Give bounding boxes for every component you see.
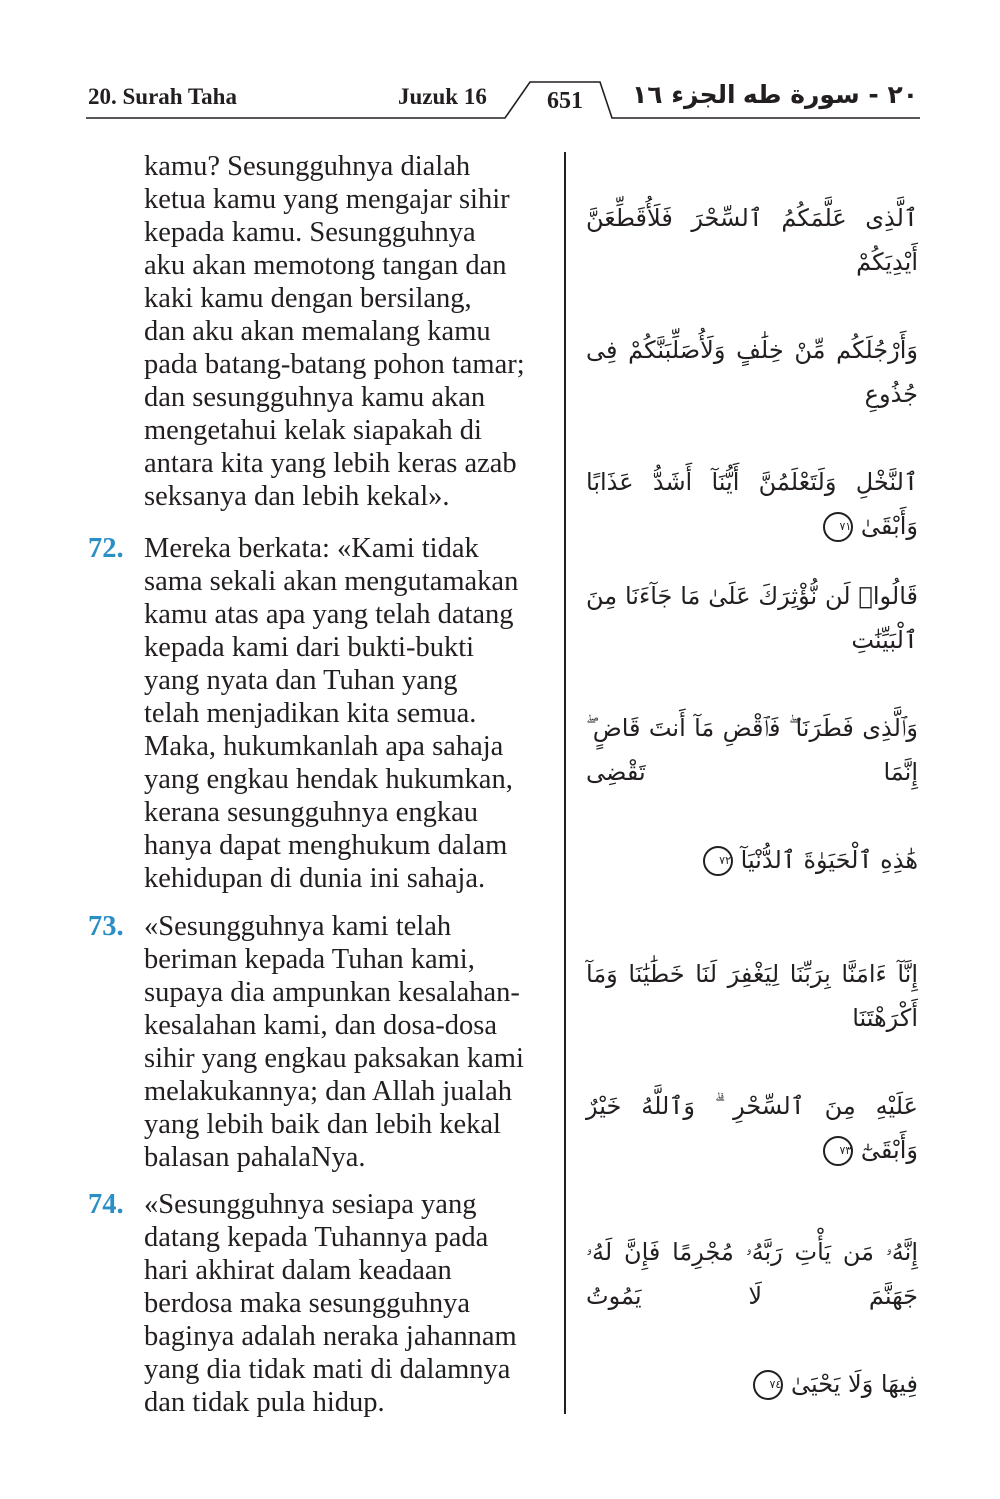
verse-arabic (586, 152, 918, 592)
arabic-line: إِنَّآ ءَامَنَّا بِرَبِّنَا لِيَغْفِرَ لَنَا خَطَٰيَٰنَا وَمَآ أَكْرَهْتَنَا (586, 960, 918, 1032)
verse-translation (88, 150, 558, 513)
arabic-line: قَالُوا۟ لَن نُّؤْثِرَكَ عَلَىٰ مَا جَآءَنَا مِنَ ٱلْبَيِّنَٰتِ (586, 582, 918, 654)
page-number: 651 (547, 88, 583, 114)
verse-translation (88, 910, 558, 1174)
arabic-line-text: عَلَيْهِ مِنَ ٱلسِّحْرِ ۗ وَٱللَّهُ خَيْرٌ وَأَبْقَىٰٓ (586, 1092, 918, 1164)
verse-arabic (586, 1186, 918, 1450)
arabic-line-text: ٱلنَّخْلِ وَلَتَعْلَمُنَّ أَيُّنَآ أَشَدُّ عَذَابًا وَأَبْقَىٰ (586, 468, 918, 540)
verse-arabic (586, 908, 918, 1216)
ayah-end-marker: ٧٤ (753, 1370, 783, 1400)
arabic-line-text: فِيهَا وَلَا يَحْيَىٰ (790, 1370, 918, 1398)
arabic-line (586, 1084, 918, 1172)
ayah-end-marker: ٧٢ (703, 846, 733, 876)
translation-text: «Sesungguhnya sesiapa yang datang kepada Tuhannya pada hari akhirat dalam keadaan berdosa maka sesungguhnya baginya adalah neraka jahannam yang dia tidak mati di dalamnya dan tidak pula hidup. (144, 1189, 517, 1418)
verse-number: 72. (88, 533, 124, 564)
column-divider (564, 152, 566, 1414)
verse-translation (88, 1188, 558, 1419)
arabic-line: ٱلَّذِى عَلَّمَكُمُ ٱلسِّحْرَ فَلَأُقَطِّعَنَّ أَيْدِيَكُمْ (586, 204, 918, 276)
arabic-line (586, 1362, 918, 1406)
verse-number: 73. (88, 911, 124, 942)
ayah-end-marker: ٧١ (823, 512, 853, 542)
arabic-line: وَأَرْجُلَكُم مِّنْ خِلَٰفٍ وَلَأُصَلِّبَنَّكُمْ فِى جُذُوعِ (586, 336, 918, 408)
header-surah-arabic: ٢٠ - سورة طه (742, 80, 918, 109)
translation-text: «Sesungguhnya kami telah beriman kepada Tuhan kami, supaya dia ampunkan kesalahan- kesalahan kami, dan dosa-dosa sihir yang engkau paksakan kami melakukannya; dan Allah jualah yang lebih baik dan lebih kekal balasan pahalaNya. (144, 911, 524, 1173)
header-juzuk: Juzuk 16 (398, 84, 487, 109)
translation-text: kamu? Sesungguhnya dialah ketua kamu yang mengajar sihir kepada kamu. Sesungguhnya aku akan memotong tangan dan kaki kamu dengan bersilang, dan aku akan memalang kamu pada batang-batang pohon tamar; dan sesungguhnya kamu akan mengetahui kelak siapakah di antara kita yang lebih keras azab seksanya dan lebih kekal». (144, 151, 525, 512)
header-juz-arabic: الجزء ١٦ (632, 80, 736, 109)
arabic-line (586, 838, 918, 882)
header-surah-title: 20. Surah Taha (88, 84, 237, 109)
verse-arabic (586, 530, 918, 926)
arabic-line-text: هَٰذِهِ ٱلْحَيَوٰةَ ٱلدُّنْيَآ (740, 846, 918, 874)
arabic-line: وَٱلَّذِى فَطَرَنَا ۖ فَٱقْضِ مَآ أَنتَ قَاضٍ ۖ إِنَّمَا تَقْضِى (586, 714, 918, 786)
verse-number: 74. (88, 1189, 124, 1220)
ayah-end-marker: ٧٣ (823, 1136, 853, 1166)
verse-translation (88, 532, 558, 895)
header-rule (0, 0, 1000, 130)
translation-text: Mereka berkata: «Kami tidak sama sekali akan mengutamakan kamu atas apa yang telah datang kepada kami dari bukti-bukti yang nyata dan Tuhan yang telah menjadikan kita semua. Maka, hukumkanlah apa sahaja yang engkau hendak hukumkan, kerana sesungguhnya engkau hanya dapat menghukum dalam kehidupan di dunia ini sahaja. (144, 533, 519, 894)
arabic-line: إِنَّهُۥ مَن يَأْتِ رَبَّهُۥ مُجْرِمًا فَإِنَّ لَهُۥ جَهَنَّمَ لَا يَمُوتُ (586, 1238, 918, 1310)
